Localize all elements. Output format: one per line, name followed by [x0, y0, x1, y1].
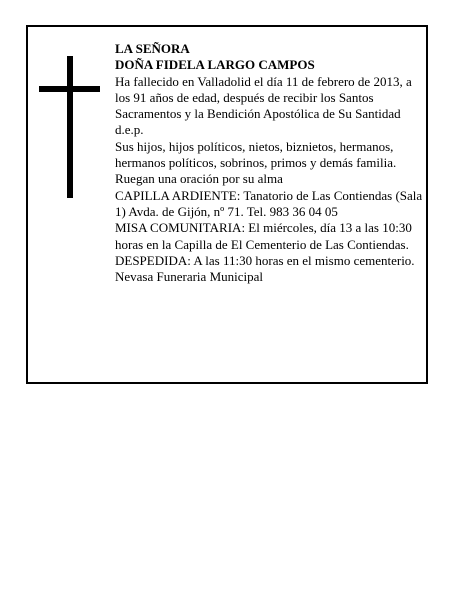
cross-vertical-bar: [67, 56, 73, 198]
notice-title-line-1: LA SEÑORA: [115, 41, 190, 56]
family-paragraph: Sus hijos, hijos políticos, nietos, biznietos, hermanos, hermanos políticos, sobrinos, primos y demás familia.: [115, 138, 397, 171]
deceased-name: DOÑA FIDELA LARGO CAMPOS: [115, 57, 315, 73]
obituary-notice: [26, 25, 428, 384]
mass-details: MISA COMUNITARIA: El miércoles, día 13 a las 10:30 horas en la Capilla de El Cementerio de Las Contiendas.: [115, 220, 412, 252]
farewell-details: DESPEDIDA: A las 11:30 horas en el mismo cementerio.: [115, 252, 415, 268]
notice-text: [115, 41, 427, 285]
death-announcement: Ha fallecido en Valladolid el día 11 de febrero de 2013, a los 91 años de edad, después de recibir los Santos Sacramentos y la Bendición Apostólica de Su Santidad d.e.p.: [115, 73, 412, 138]
latin-cross-icon: [28, 27, 29, 28]
cross-horizontal-bar: [39, 86, 100, 92]
funeral-home: Nevasa Funeraria Municipal: [115, 269, 264, 285]
prayer-request: Ruegan una oración por su alma: [115, 171, 283, 187]
chapel-details: CAPILLA ARDIENTE: Tanatorio de Las Contiendas (Sala 1) Avda. de Gijón, nº 71. Tel. 983 36 04 05: [115, 187, 423, 219]
